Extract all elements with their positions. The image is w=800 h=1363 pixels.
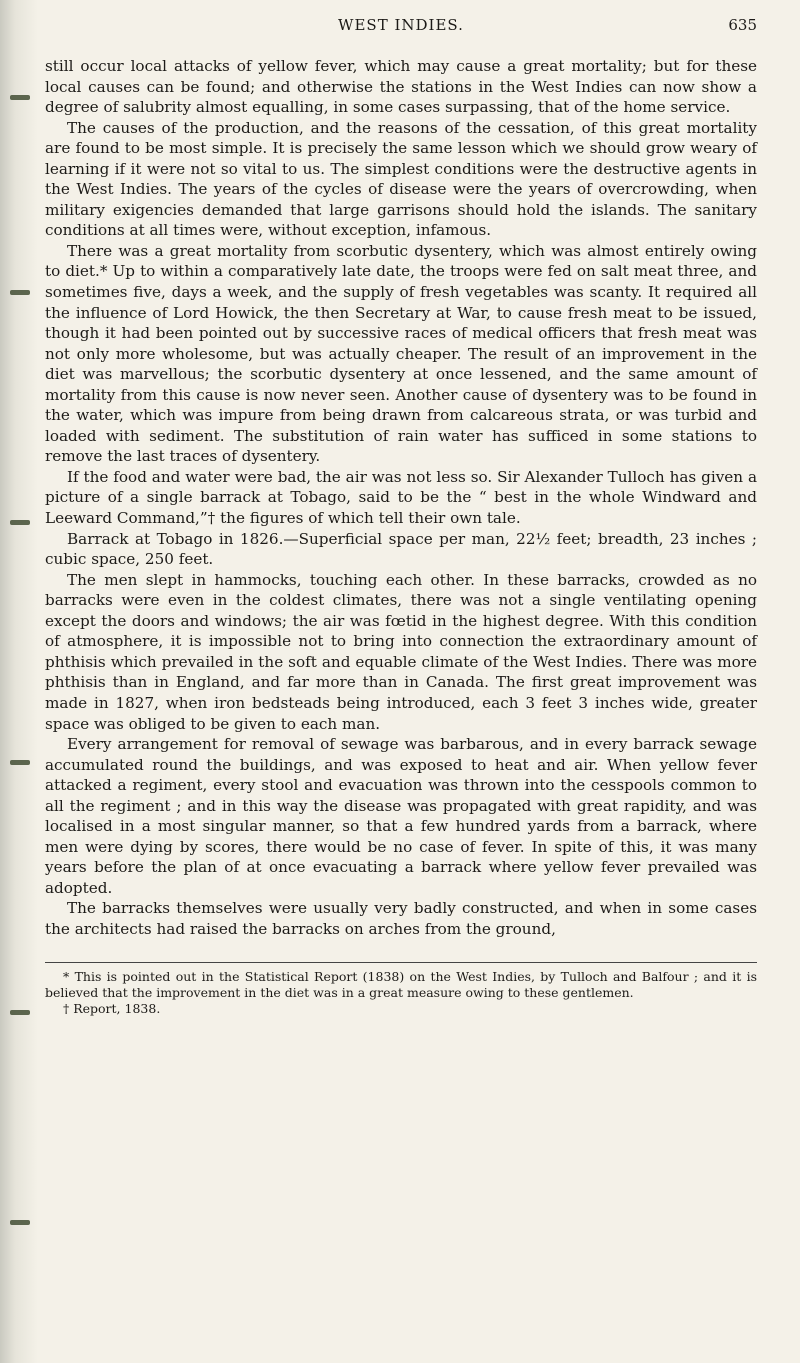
- paragraph: If the food and water were bad, the air was not less so. Sir Alexander Tulloch has given a picture of a single barrack at Tobago, said to be the “ best in the whole Windward and Leeward Command,”† the figures of which tell their own tale.: [45, 467, 757, 528]
- body-text: [45, 56, 757, 940]
- paragraph: There was a great mortality from scorbutic dysentery, which was almost entirely owing to diet.* Up to within a comparatively late date, the troops were fed on salt meat three, and sometimes five, days a week, and the supply of fresh vegetables was scanty. It required all the influence of Lord Howick, the then Secretary at War, to cause fresh meat to be issued, though it had been pointed out by successive races of medical officers that fresh meat was not only more wholesome, but was actually cheaper. The result of an improvement in the diet was marvellous; the scorbutic dysentery at once lessened, and the same amount of mortality from this cause is now never seen. Another cause of dysentery was to be found in the water, which was impure from being drawn from calcareous strata, or was turbid and loaded with sediment. The substitution of rain water has sufficed in some stations to remove the last traces of dysentery.: [45, 241, 757, 466]
- book-spine-shadow: [0, 0, 38, 1363]
- binding-mark: [10, 95, 30, 100]
- paragraph: The men slept in hammocks, touching each other. In these barracks, crowded as no barracks were even in the coldest climates, there was not a single ventilating opening except the doors and windows; the air was fœtid in the highest degree. With this condition of atmosphere, it is impossible not to bring into connection the extraordinary amount of phthisis which prevailed in the soft and equable climate of the West Indies. There was more phthisis than in England, and far more than in Canada. The first great improvement was made in 1827, when iron bedsteads being introduced, each 3 feet 3 inches wide, greater space was obliged to be given to each man.: [45, 570, 757, 733]
- paragraph: The causes of the production, and the reasons of the cessation, of this great mortality are found to be most simple. It is precisely the same lesson which we should grow weary of learning if it were not so vital to us. The simplest conditions were the destructive agents in the West Indies. The years of the cycles of disease were the years of overcrowding, when military exigencies demanded that large garrisons should hold the islands. The sanitary conditions at all times were, without exception, infamous.: [45, 118, 757, 240]
- page-header: [45, 16, 757, 46]
- page-number: 635: [728, 16, 757, 34]
- paragraph: Barrack at Tobago in 1826.—Superficial space per man, 22½ feet; breadth, 23 inches ; cubic space, 250 feet.: [45, 529, 757, 569]
- paragraph: The barracks themselves were usually very badly constructed, and when in some cases the architects had raised the barracks on arches from the ground,: [45, 899, 757, 938]
- binding-mark: [10, 290, 30, 295]
- running-head: WEST INDIES.: [338, 16, 464, 34]
- footnotes: [45, 962, 757, 1017]
- paragraph: still occur local attacks of yellow fever, which may cause a great mortality; but for these local causes can be found; and otherwise the stations in the West Indies can now show a degree of salubrity almost equalling, in some cases surpassing, that of the home service.: [45, 57, 757, 117]
- binding-mark: [10, 1010, 30, 1015]
- footnote: * This is pointed out in the Statistical Report (1838) on the West Indies, by Tulloch and Balfour ; and it is believed that the improvement in the diet was in a great measure owing to these gentlemen.: [45, 968, 757, 1000]
- paragraph: Every arrangement for removal of sewage was barbarous, and in every barrack sewage accumulated round the buildings, and was exposed to heat and air. When yellow fever attacked a regiment, every stool and evacuation was thrown into the cesspools common to all the regiment ; and in this way the disease was propagated with great rapidity, and was localised in a most singular manner, so that a few hundred yards from a barrack, where men were dying by scores, there would be no case of fever. In spite of this, it was many years before the plan of at once evacuating a barrack where yellow fever prevailed was adopted.: [45, 735, 757, 897]
- binding-mark: [10, 760, 30, 765]
- binding-mark: [10, 520, 30, 525]
- footnote: † Report, 1838.: [63, 1000, 161, 1016]
- book-page: [45, 16, 757, 1017]
- binding-mark: [10, 1220, 30, 1225]
